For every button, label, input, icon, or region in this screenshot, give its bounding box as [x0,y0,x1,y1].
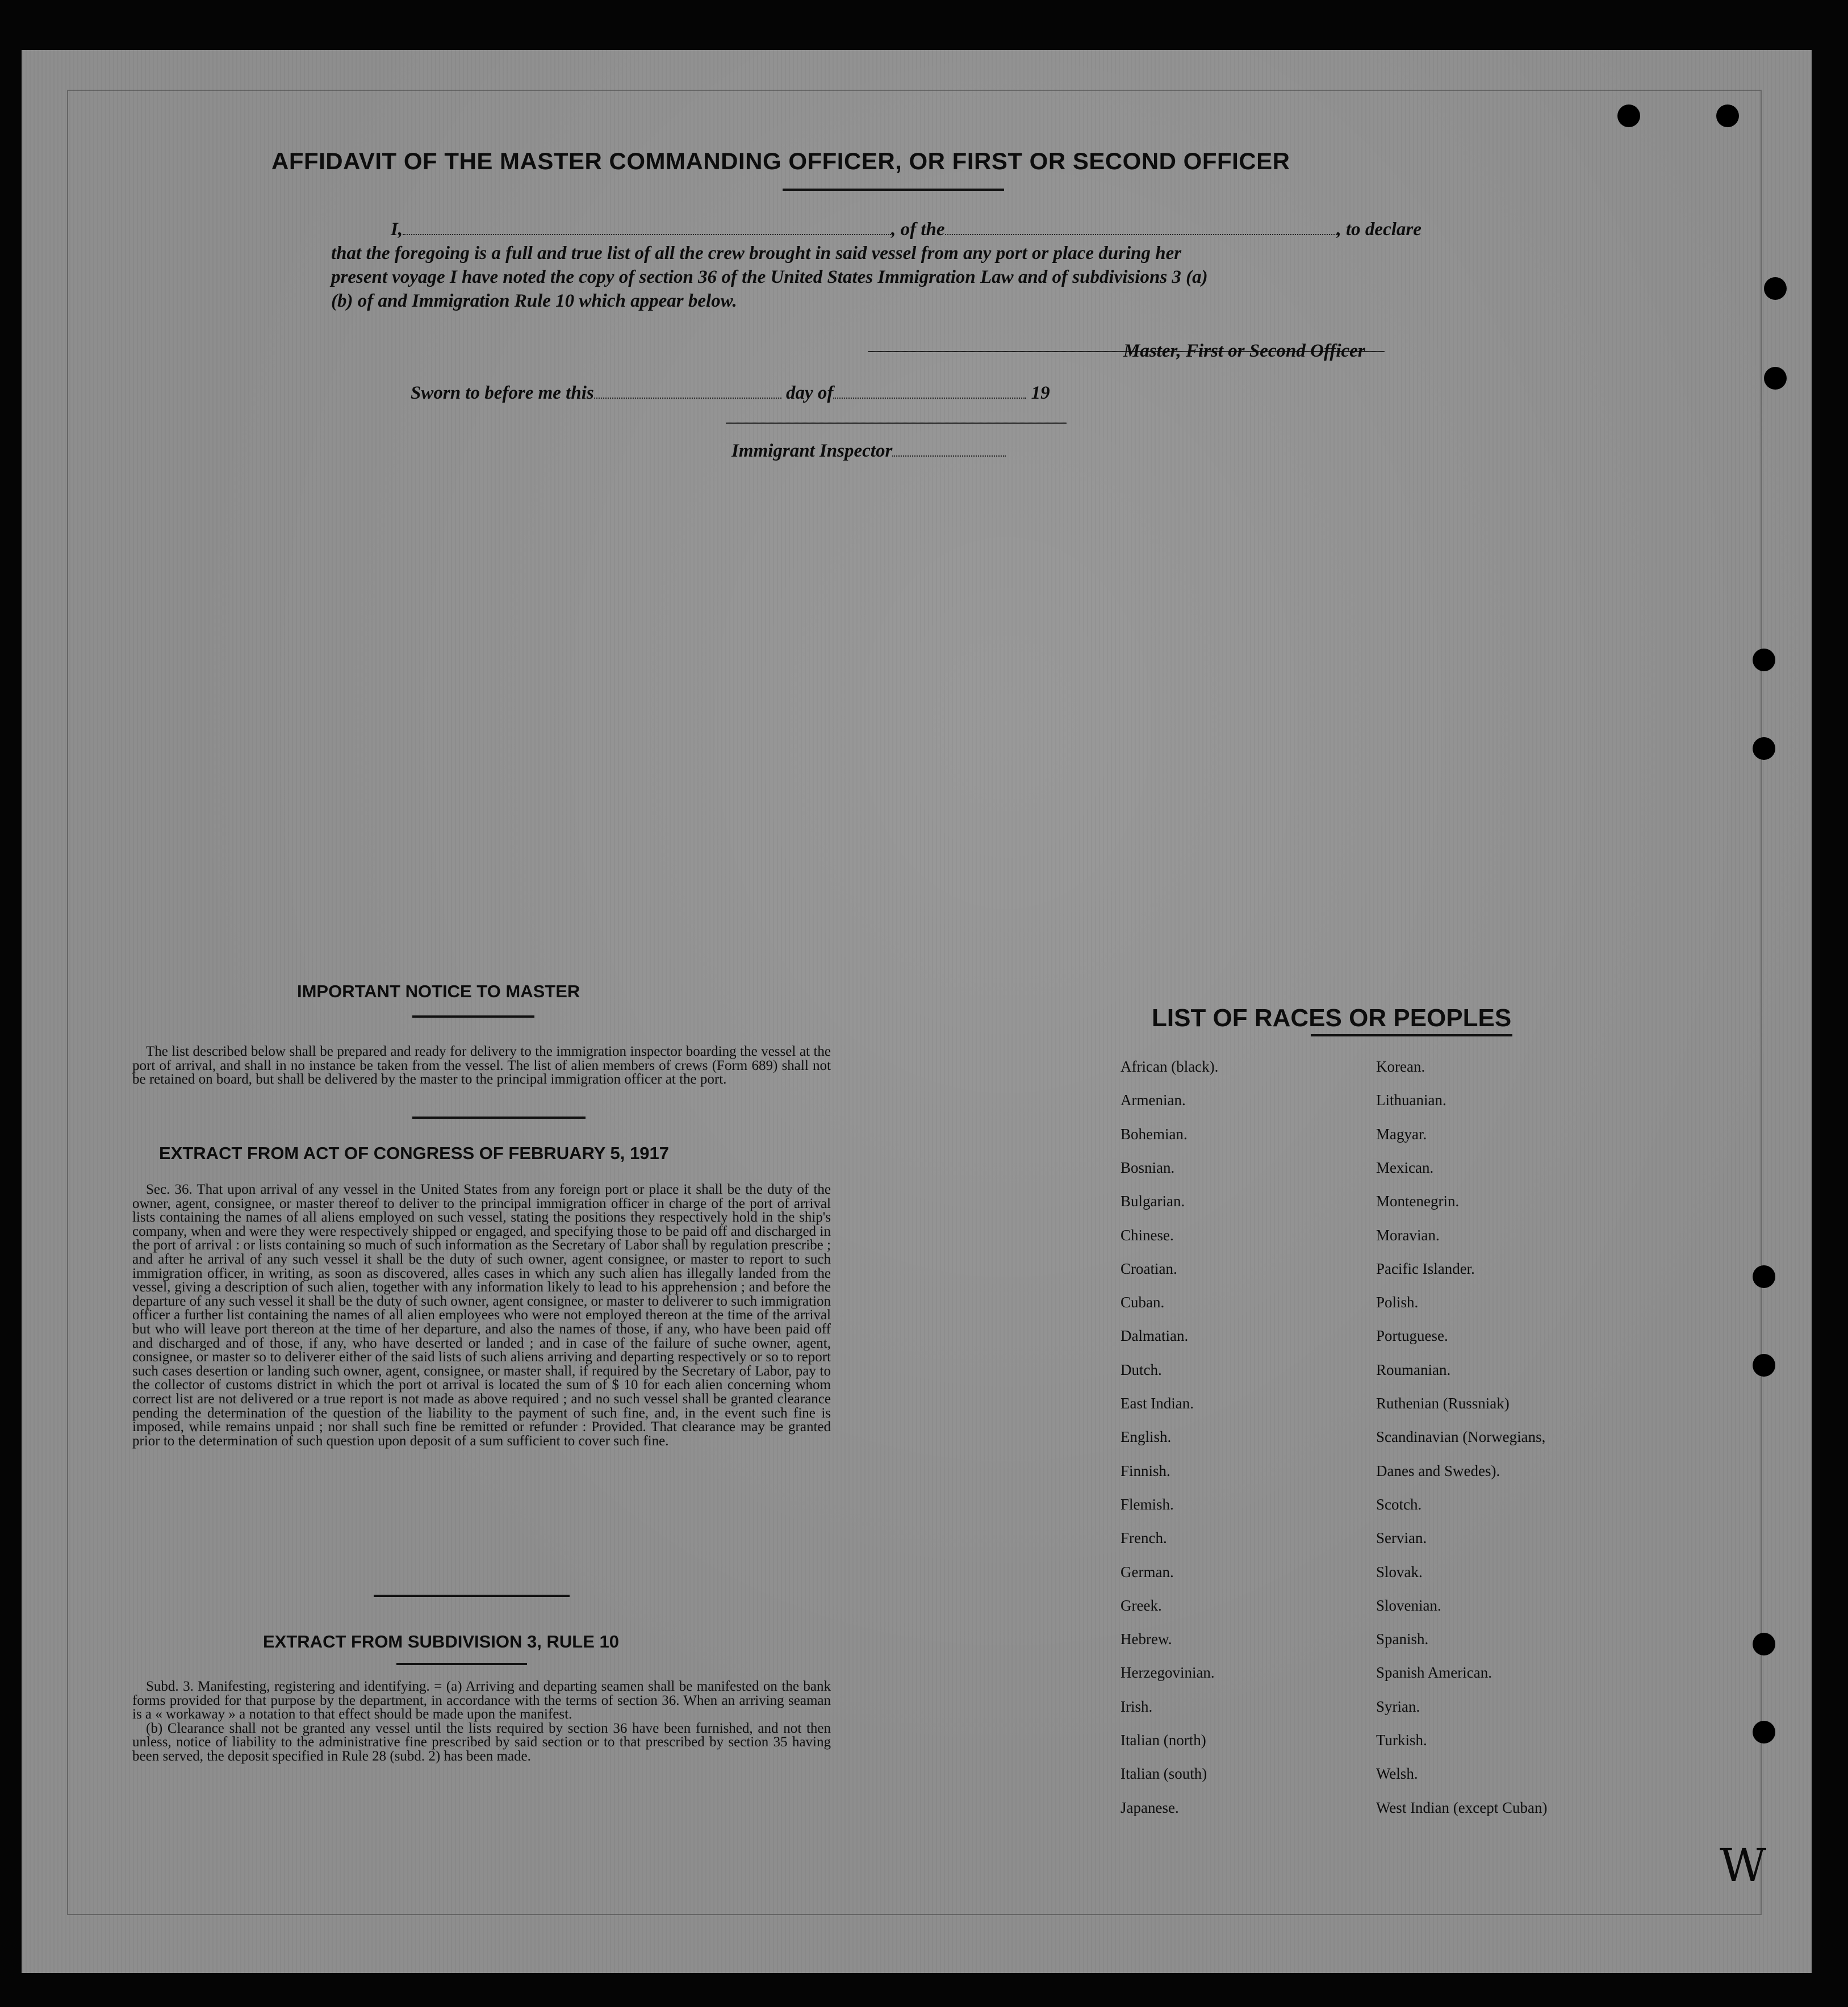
race-item: Herzegovinian. [1120,1664,1215,1682]
rule-extract-title: EXTRACT FROM SUBDIVISION 3, RULE 10 [263,1632,619,1651]
race-item: Portuguese. [1376,1327,1448,1345]
punch-hole [1753,1633,1775,1655]
race-item: Scotch. [1376,1495,1422,1513]
inspector-blank[interactable] [892,441,1006,457]
punch-hole [1753,1721,1775,1743]
punch-hole [1753,649,1775,671]
race-item: Cuban. [1120,1294,1165,1311]
race-item: Lithuanian. [1376,1092,1446,1109]
subd-3-a-paragraph: Subd. 3. Manifesting, registering and identifying. = (a) Arriving and departing seamen shall be manifested on the bank forms provided for that purpose by the department, in accordance with the terms of section 36. When an arriving seaman is a « workaway » a notation to that effect should be made upon the manifest. [132,1679,831,1722]
rule-extract-text [132,1680,831,1764]
name-blank[interactable] [403,219,891,235]
punch-hole [1716,104,1739,127]
race-item: Polish. [1376,1294,1419,1311]
inspector-line [731,441,1006,462]
rule-underline [396,1663,527,1665]
race-item: Greek. [1120,1596,1162,1614]
sworn-label: Sworn to before me this [411,383,594,403]
race-item: Ruthenian (Russniak) [1376,1395,1510,1412]
race-item: Italian (south) [1120,1765,1207,1783]
notice-bottom-rule [412,1117,586,1119]
race-item: Roumanian. [1376,1361,1451,1378]
race-item: Scandinavian (Norwegians, [1376,1428,1546,1446]
race-item: Korean. [1376,1058,1425,1075]
punch-hole [1764,277,1787,300]
affidavit-line-4: (b) of and Immigration Rule 10 which appear below. [331,291,737,311]
races-title: LIST OF RACES OR PEOPLES [1152,1004,1512,1032]
race-item: Syrian. [1376,1697,1420,1715]
race-item: French. [1120,1529,1167,1547]
punch-hole [1764,367,1787,390]
race-item: Irish. [1120,1697,1153,1715]
inspector-signature-line[interactable] [726,423,1067,424]
sworn-month-blank[interactable] [833,383,1026,399]
race-item: Japanese. [1120,1799,1179,1816]
signature-label: Master, First or Second Officer [1123,341,1365,361]
affidavit-i: I, [391,219,403,240]
race-item: Dalmatian. [1120,1327,1189,1345]
act-extract-title: EXTRACT FROM ACT OF CONGRESS OF FEBRUARY 5, 1917 [159,1143,669,1163]
race-item: West Indian (except Cuban) [1376,1799,1548,1816]
sec-36-paragraph: Sec. 36. That upon arrival of any vessel in the United States from any foreign port or place it shall be the duty of the owner, agent, consignee, or master thereof to deliver to the principal immigration officer in charge of the port of arrival lists containing the names of all aliens employed on such vessel, stating the positions they respectively hold in the ship's company, when and were they were respectively shipped or engaged, and specifying those to be paid off and discharged in the port of arrival : or lists containing so much of such information as the Secretary of Labor shall by regulation prescribe ; and after he arrival of any such vessel it shall be the duty of such owner, agent consignee, or master to report to such immigration officer, in writing, as soon as discovered, alles cases in which any such alien has illegally landed from the vessel, giving a description of such alien, together with any information likely to lead to his apprehension ; and before the departure of any such vessel it shall be the duty of such owner, agent consignee, or master to deliverer to such immigration officer a further list containing the names of all alien employees who were not employed thereon at the time of the arrival but who will leave port thereon at the time of her departure, and also the names of those, if any, who have been paid off and discharged and of those, if any, who have deserted or landed ; and in case of the failure of suche owner, agent, consignee, or master so to deliverer either of the said lists of such aliens arriving and departing respectively or so to report such cases desertion or landing such owner, agent, consignee, or master shall, if required by the Secretary of Labor, pay to the collector of customs district in which the port ot arrival is located the sum of $ 10 for each alien concerning whom correct list are not delivered or a true report is not made as above required ; and no such vessel shall be granted clearance pending the determination of the question of the liability to the payment of such fine, and, in the event such fine is imposed, while remains unpaid ; nor shall such fine be remitted or refunder : Provided. That clearance may be granted prior to the determination of such question upon deposit of a sum sufficient to cover such fine. [132,1182,831,1449]
sworn-day-blank[interactable] [594,383,781,399]
notice-paragraph: The list described below shall be prepared and ready for delivery to the immigration inspector boarding the vessel at the port of arrival, and shall in no instance be taken from the vessel. The list of alien members of crews (Form 689) shall not be retained on board, but shall be delivered by the master to the principal immigration officer at the port. [132,1044,831,1088]
notice-underline [412,1015,534,1018]
affidavit-line-3: present voyage I have noted the copy of section 36 of the United States Immigration Law and of subdivisions 3 (a) [331,267,1208,287]
race-item: Croatian. [1120,1260,1177,1277]
handwritten-mark: W [1720,1839,1767,1892]
races-underline [1311,1034,1512,1036]
race-item: Slovenian. [1376,1596,1441,1614]
race-item: Slovak. [1376,1563,1423,1580]
race-item: Hebrew. [1120,1630,1172,1648]
notice-title: IMPORTANT NOTICE TO MASTER [297,981,580,1001]
race-item: Welsh. [1376,1765,1418,1783]
affidavit-title: AFFIDAVIT OF THE MASTER COMMANDING OFFICER, OR FIRST OR SECOND OFFICER [271,148,1290,174]
race-item: Mexican. [1376,1159,1434,1176]
race-item: Bosnian. [1120,1159,1175,1176]
vessel-blank[interactable] [945,219,1337,235]
year-prefix: 19 [1031,383,1050,403]
race-item: Servian. [1376,1529,1427,1547]
race-item: Magyar. [1376,1125,1427,1143]
race-item: Armenian. [1120,1092,1186,1109]
race-item: Danes and Swedes). [1376,1462,1500,1479]
act-bottom-rule [374,1595,570,1597]
punch-hole [1753,1354,1775,1377]
punch-hole [1753,737,1775,760]
act-extract-text [132,1183,831,1448]
race-item: Spanish. [1376,1630,1429,1648]
race-item: Montenegrin. [1376,1193,1460,1210]
race-item: Pacific Islander. [1376,1260,1475,1277]
race-item: Turkish. [1376,1732,1427,1749]
punch-hole [1753,1265,1775,1288]
title-underline [783,189,1004,191]
race-item: Flemish. [1120,1495,1174,1513]
affidavit-line-2: that the foregoing is a full and true list of all the crew brought in said vessel from any port or place during her [331,243,1182,264]
sworn-line [411,383,1050,404]
race-item: Bohemian. [1120,1125,1188,1143]
race-item: Finnish. [1120,1462,1170,1479]
document-sheet [22,50,1812,1973]
race-item: Bulgarian. [1120,1193,1185,1210]
day-of-label: day of [785,383,834,403]
notice-text [132,1045,831,1087]
punch-hole [1617,104,1640,127]
race-item: Dutch. [1120,1361,1162,1378]
race-item: Chinese. [1120,1226,1174,1244]
race-item: German. [1120,1563,1174,1580]
subd-3-b-paragraph: (b) Clearance shall not be granted any vessel until the lists required by section 36 have been furnished, and not then unless, notice of liability to the administrative fine prescribed by said section or to that prescribed by section 35 having been served, the deposit specified in Rule 28 (subd. 2) has been made. [132,1720,831,1764]
affidavit-line-1 [391,219,1421,240]
race-item: English. [1120,1428,1172,1446]
affidavit-declare: , to declare [1336,219,1421,240]
affidavit-of-the: , of the [891,219,945,240]
inspector-label: Immigrant Inspector [731,441,893,461]
race-item: Italian (north) [1120,1732,1206,1749]
race-item: Moravian. [1376,1226,1440,1244]
race-item: East Indian. [1120,1395,1194,1412]
race-item: African (black). [1120,1058,1219,1075]
race-item: Spanish American. [1376,1664,1492,1682]
